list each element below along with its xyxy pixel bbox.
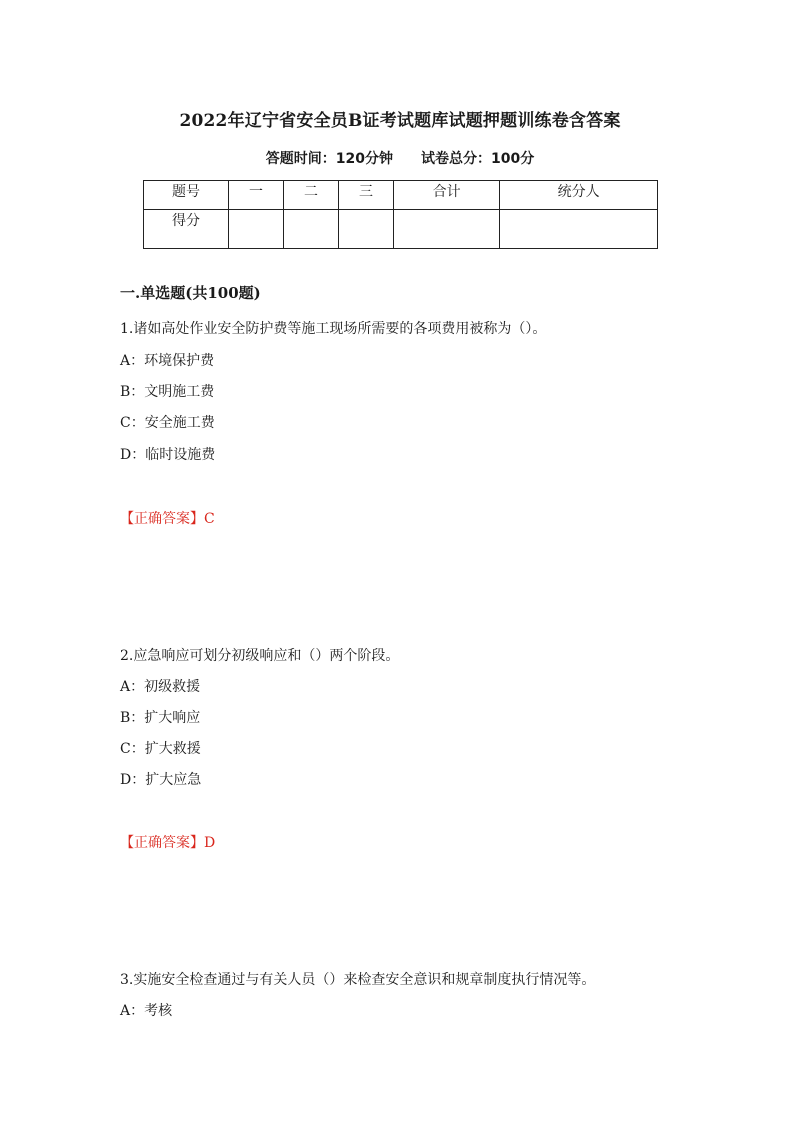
score-table-header: 三 bbox=[339, 181, 394, 210]
question-option: C：安全施工费 bbox=[120, 415, 215, 431]
page-title: 2022年辽宁省安全员B证考试题库试题押题训练卷含答案 bbox=[179, 111, 621, 131]
question-option: B：文明施工费 bbox=[120, 384, 215, 400]
score-table bbox=[143, 180, 658, 249]
score-cell bbox=[229, 210, 284, 249]
question-option: D：扩大应急 bbox=[120, 772, 202, 788]
score-row-label: 得分 bbox=[144, 210, 229, 249]
score-cell bbox=[394, 210, 500, 249]
question-option: A：环境保护费 bbox=[120, 353, 215, 369]
score-table-header: 二 bbox=[284, 181, 339, 210]
question-stem: 2.应急响应可划分初级响应和（）两个阶段。 bbox=[120, 648, 400, 664]
question-option: A：初级救援 bbox=[120, 679, 201, 695]
exam-total-score: 试卷总分：100分 bbox=[421, 151, 535, 167]
score-cell bbox=[339, 210, 394, 249]
section-title: 一.单选题(共100题) bbox=[120, 284, 261, 302]
correct-answer: 【正确答案】C bbox=[120, 511, 215, 527]
score-table-header: 合计 bbox=[394, 181, 500, 210]
correct-answer: 【正确答案】D bbox=[120, 835, 216, 851]
exam-time: 答题时间：120分钟 bbox=[265, 151, 393, 167]
score-table-score-row bbox=[144, 210, 658, 249]
question-stem: 1.诸如高处作业安全防护费等施工现场所需要的各项费用被称为（）。 bbox=[120, 321, 547, 337]
question-option: D：临时设施费 bbox=[120, 447, 216, 463]
question-option: B：扩大响应 bbox=[120, 710, 201, 726]
question-option: A：考核 bbox=[120, 1003, 173, 1019]
question-stem: 3.实施安全检查通过与有关人员（）来检查安全意识和规章制度执行情况等。 bbox=[120, 972, 596, 988]
score-table-header-row bbox=[144, 181, 658, 210]
score-table-header: 一 bbox=[229, 181, 284, 210]
score-cell bbox=[284, 210, 339, 249]
score-cell bbox=[500, 210, 658, 249]
question-option: C：扩大救援 bbox=[120, 741, 201, 757]
exam-info bbox=[0, 148, 800, 168]
score-table-header: 统分人 bbox=[500, 181, 658, 210]
score-table-header: 题号 bbox=[144, 181, 229, 210]
